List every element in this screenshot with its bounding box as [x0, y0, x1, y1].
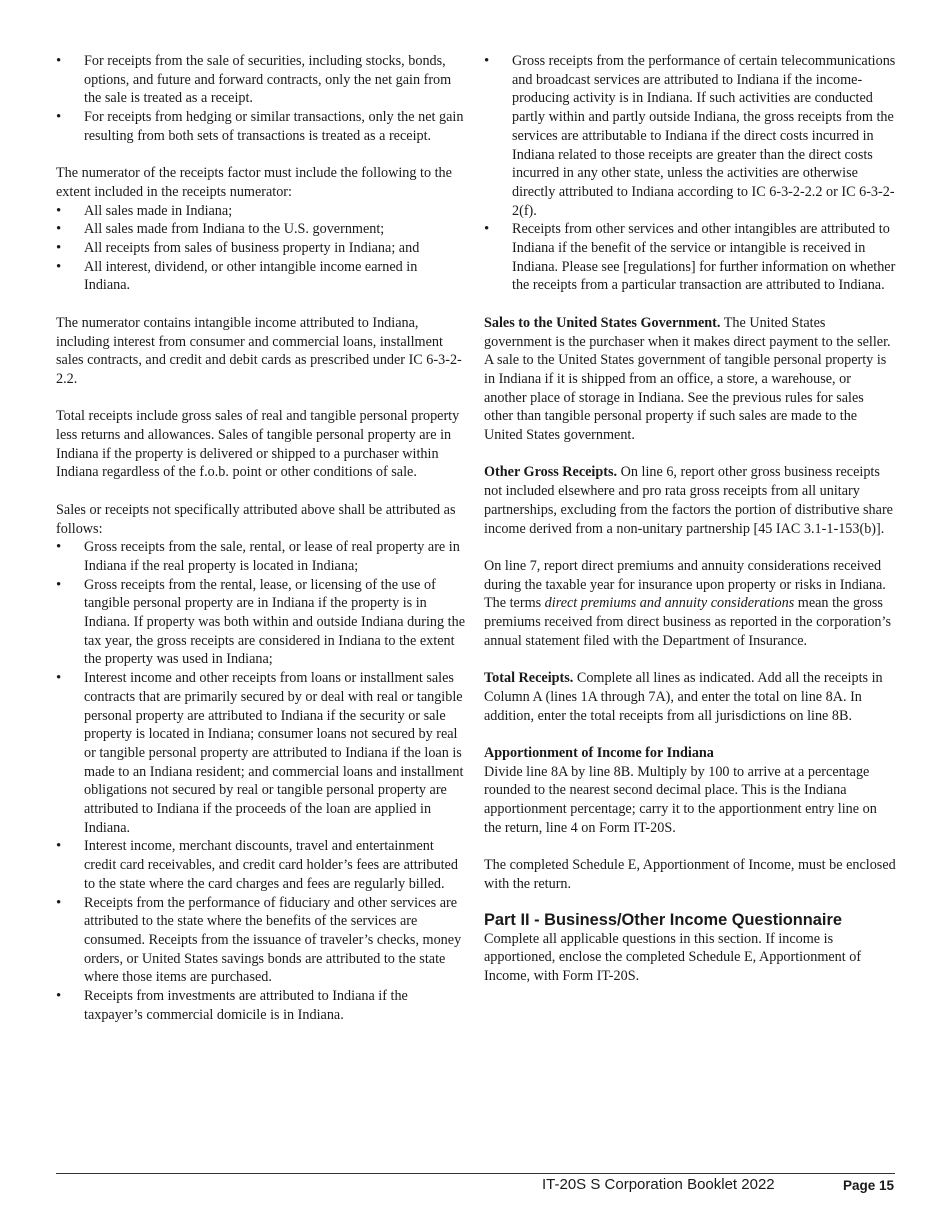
list-item: • Receipts from investments are attributed to Indiana if the taxpayer’s commercial domicile is in Indiana. [56, 987, 466, 1024]
list-item: • Gross receipts from the rental, lease, or licensing of the use of tangible personal property are in Indiana if the property is in Indiana. If property was both within and outside Indiana during the tax year, the gross receipts are considered in Indiana to the extent the property was used in Indiana; [56, 576, 466, 670]
footer-booklet-title: IT-20S S Corporation Booklet 2022 [542, 1176, 775, 1193]
apportionment-paragraph: Divide line 8A by line 8B. Multiply by 100 to arrive at a percentage rounded to the nearest second decimal place. This is the Indiana apportionment percentage; carry it to the apportionment entry line on the return, line 4 on Form IT-20S. [484, 763, 877, 836]
securities-list [56, 52, 466, 146]
list-item: • Interest income and other receipts from loans or installment sales contracts that are primarily secured by or deal with real or tangible personal property are attributed to Indiana if the security or sale property is located in Indiana; consumer loans not secured by real or tangible personal property are attributed to Indiana if the loan is made to an Indiana resident; and commercial loans and installment obligations not secured by real or tangible personal property are attributed to Indiana if the proceeds of the loan are applied in Indiana. [56, 669, 466, 837]
list-item: • For receipts from the sale of securities, including stocks, bonds, options, and future and forward contracts, only the net gain from the sale is treated as a receipt. [56, 52, 466, 108]
numerator-list [56, 202, 466, 296]
apportionment-heading: Apportionment of Income for Indiana [484, 744, 714, 761]
page-number: Page 15 [842, 1178, 894, 1193]
list-item: • All sales made in Indiana; [56, 202, 466, 221]
numerator-intro-paragraph: The numerator of the receipts factor must include the following to the extent included in the receipts numerator: [56, 165, 452, 200]
left-column [56, 52, 466, 1025]
us-government-paragraph: Sales to the United States Government. The United States government is the purchaser when it makes direct payment to the seller. A sale to the United States government of tangible personal property is in Indiana if it is shipped from an office, a store, a warehouse, or another place of storage in Indiana. See the previous rules for sales other than tangible personal property if such sales are made to the United States government. [484, 314, 891, 444]
list-item: • Interest income, merchant discounts, travel and entertainment credit card receivables, and credit card holder’s fees are attributed to the state where the card charges and fees are regularly billed. [56, 837, 466, 893]
list-item: • All receipts from sales of business property in Indiana; and [56, 239, 466, 258]
attribution-rules-list [56, 538, 466, 1024]
list-item: • All sales made from Indiana to the U.S. government; [56, 220, 466, 239]
other-gross-receipts-paragraph: Other Gross Receipts. On line 6, report other gross business receipts not included elsewhere and pro rata gross receipts from all unitary partnerships, excluding from the factors the portion of distributive share income derived from a non-unitary partnership [45 IAC 3.1-1-153(b)]. [484, 464, 893, 537]
sales-not-attributed-paragraph: Sales or receipts not specifically attributed above shall be attributed as follows: [56, 501, 456, 537]
services-list [484, 52, 896, 295]
list-item: • All interest, dividend, or other intangible income earned in Indiana. [56, 258, 466, 295]
list-item: • Gross receipts from the performance of certain telecommunications and broadcast services are attributed to Indiana if the income-producing activity is in Indiana. If such activities are conducted partly within and partly outside Indiana, the gross receipts from the services are attributable to Indiana if the direct costs incurred in Indiana related to those receipts are greater than the direct costs incurred in any other state, unless the activities are otherwise directly attributed to Indiana according to IC 6-3-2-2.2 or IC 6-3-2-2(f). [484, 52, 896, 220]
total-receipts-paragraph: Total receipts include gross sales of real and tangible personal property less returns and allowances. Sales of tangible personal property are in Indiana if the property is delivered or shipped to a purchaser within Indiana regardless of the f.o.b. point or other conditions of sale. [56, 408, 460, 481]
us-government-heading: Sales to the United States Government. [484, 314, 721, 331]
list-item: • Receipts from other services and other intangibles are attributed to Indiana if the benefit of the service or intangible is received in Indiana. Please see [regulations] for further information on whether the receipts from a particular transaction are attributed to Indiana. [484, 220, 896, 295]
right-column [484, 52, 896, 986]
list-item: • For receipts from hedging or similar transactions, only the net gain resulting from both sets of transactions is treated as a receipt. [56, 108, 466, 145]
other-gross-receipts-heading: Other Gross Receipts. [484, 464, 618, 481]
footer-divider [56, 1173, 895, 1174]
total-receipts-instructions: Total Receipts. Complete all lines as indicated. Add all the receipts in Column A (lines 1A through 7A), and enter the total on line 8A. In addition, enter the total receipts from all jurisdictions on line 8B. [484, 670, 883, 724]
intangible-income-paragraph: The numerator contains intangible income attributed to Indiana, including interest from consumer and commercial loans, installment sales contracts, and credit and debit cards as prescribed under IC 6-3-2-2.2. [56, 314, 462, 387]
total-receipts-heading: Total Receipts. [484, 670, 574, 687]
list-item: • Gross receipts from the sale, rental, or lease of real property are in Indiana if the real property is located in Indiana; [56, 538, 466, 575]
schedule-e-paragraph: The completed Schedule E, Apportionment of Income, must be enclosed with the return. [484, 857, 896, 892]
list-item: • Receipts from the performance of fiduciary and other services are attributed to the state where the benefits of the services are consumed. Receipts from the issuance of traveler’s checks, money orders, or United States savings bonds are attributed to the state where those items are purchased. [56, 894, 466, 988]
part-ii-title: Part II - Business/Other Income Questionnaire [484, 910, 842, 929]
part-ii-paragraph: Complete all applicable questions in this section. If income is apportioned, enclose the completed Schedule E, Apportionment of Income, with Form IT-20S. [484, 930, 862, 984]
line7-paragraph: On line 7, report direct premiums and annuity considerations received during the taxable year for insurance upon property or risks in Indiana. The terms direct premiums and annuity considerations mean the gross premiums received from direct business as reported in the corporation’s annual statement filed with the Department of Insurance. [484, 557, 891, 649]
